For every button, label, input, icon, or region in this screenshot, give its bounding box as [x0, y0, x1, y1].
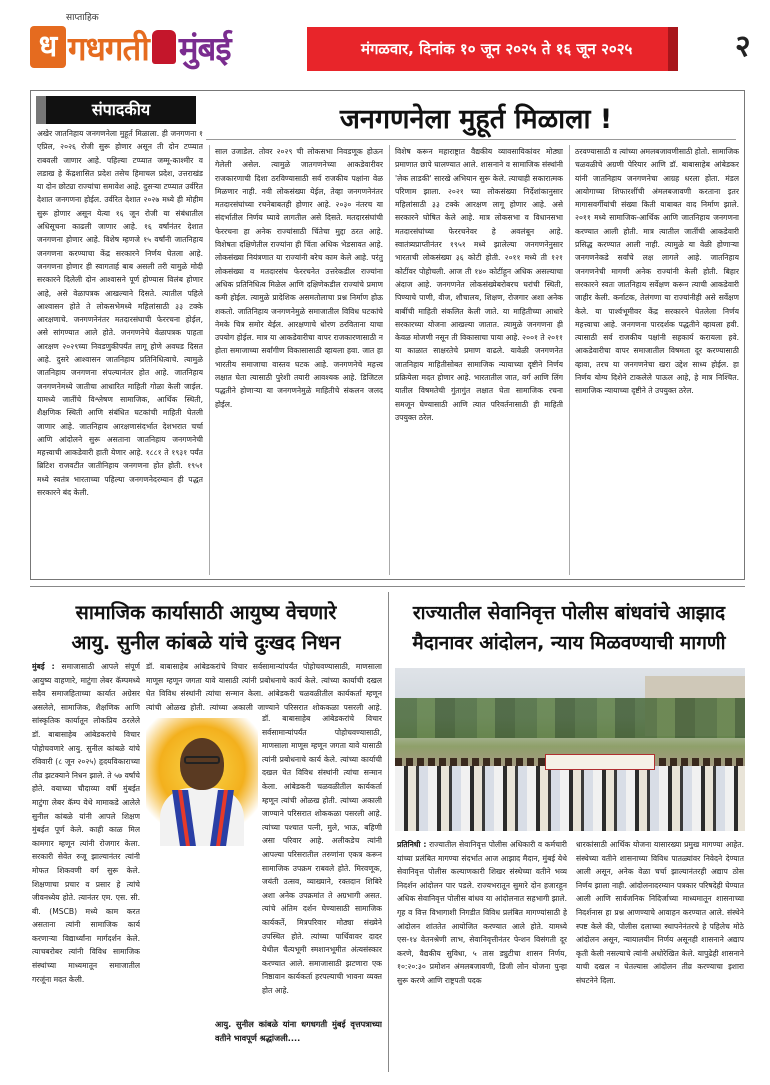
- protest-headline-line-1: राज्यातील सेवानिवृत्त पोलीस बांधवांचे आझाद: [412, 602, 726, 624]
- obituary-headline-line-2: आयु. सुनील कांबळे यांचे दुःखद निधन: [71, 631, 341, 654]
- newspaper-logo: [30, 22, 231, 72]
- obituary-text-2: डॉ. बाबासाहेब आंबेडकरांचे विचार सर्वसामान्यांपर्यंत पोहोचवण्यासाठी, माणसाला माणूस म्हणून जगता यावे यासाठी त्यांनी प्रबोधनाचे कार्य केले. त्यांच्या कार्याची दखल घेत विविध संस्थांनी त्यांचा सन्मान केला. आंबेडकरी चळवळीतील कार्यकर्ता म्हणून त्यांची ओळख होती. त्यांच्या अकाली जाण्याने परिसरात शोककळा पसरली आहे.: [146, 662, 382, 712]
- protest-dateline: प्रतिनिधी :: [397, 840, 427, 849]
- title-rule: [206, 139, 736, 140]
- column-divider: [389, 145, 390, 575]
- obituary-headline-line-1: सामाजिक कार्यासाठी आयुष्य वेचणारे: [75, 601, 337, 624]
- column-divider: [569, 145, 570, 575]
- masthead: [0, 0, 770, 90]
- protest-column-1: [397, 838, 567, 1066]
- editorial-label: संपादकीय: [36, 96, 196, 124]
- obituary-column-2-top: [146, 660, 382, 712]
- section-divider: [30, 586, 745, 587]
- obituary-text-2-continued: डॉ. बाबासाहेब आंबेडकरांचे विचार सर्वसामान्यांपर्यंत पोहोचवण्यासाठी, माणसाला माणूस म्हणून जगता यावे यासाठी त्यांनी प्रबोधनाचे कार्य केले. त्यांच्या कार्याची दखल घेत विविध संस्थांनी त्यांचा सन्मान केला. आंबेडकरी चळवळीतील कार्यकर्ता म्हणून त्यांची ओळख होती. त्यांच्या अकाली जाण्याने परिसरात शोककळा पसरली आहे. त्यांच्या पश्चात पत्नी, मुले, भाऊ, बहिणी असा परिवार आहे. अलीकडेच त्यांनी आपल्या परिसरातील तरुणांना एकत्र करून सामाजिक उपक्रम राबवले होते. मिरवणूक, जयंती उत्सव, व्याख्याने, रक्तदान शिबिरे अशा अनेक उपक्रमांत ते अग्रभागी असत. त्यांचे अंतिम दर्शन घेण्यासाठी सामाजिक कार्यकर्ते, मित्रपरिवार मोठ्या संख्येने उपस्थित होते. त्यांच्या पार्थिवावर दादर येथील चैत्यभूमी स्मशानभूमीत अंत्यसंस्कार करण्यात आले. समाजासाठी झटणारा एक निष्ठावान कार्यकर्ता हरपल्याची भावना व्यक्त होत आहे.: [262, 714, 382, 995]
- obituary-column-1: [32, 660, 140, 1060]
- protest-headline: [393, 598, 745, 658]
- editorial-title: जनगणनेला मुहूर्त मिळाला !: [339, 104, 613, 135]
- sunil-kamble-portrait: [146, 718, 258, 846]
- protest-column-2: धारकांसाठी आर्थिक योजना यासारख्या प्रमुख मागण्या आहेत. संस्थेच्या वतीने शासनाच्या विविध पातळ्यांवर निवेदने देण्यात आली असून, अनेक वेळा चर्चा झाल्यानंतरही अद्याप ठोस निर्णय झाला नाही. आंदोलनादरम्यान पत्रकार परिषदेही घेण्यात आली आणि सार्वजनिक निदिर्जाच्या माध्यमातून शासनाच्या निदर्शनास हा प्रश्न आणण्याचे आवाहन करण्यात आले. संस्थेने स्पष्ट केले की, पोलीस दलाच्या स्थापनेनंतरचे हे पहिलेच मोठे आंदोलन असून, न्यायालयीन निर्णय असूनही शासनाने अद्याप कृती केली नसल्याचे त्यांनी अधोरेखित केले. यापुढेही शासनाने याची दखल न घेतल्यास आंदोलन तीव्र करण्याचा इशारा संघटनेने दिला.: [576, 840, 744, 985]
- editorial-section: [30, 90, 745, 580]
- article-divider: [388, 592, 389, 1072]
- column-divider: [209, 145, 210, 575]
- editorial-column-1: अखेर जातनिहाय जनगणनेला मुहूर्त मिळाला. ही जनगणना १ एप्रिल, २०२६ रोजी सुरू होणार असून ती दोन टप्प्यात राबवली जाणार आहे. पहिल्या टप्प्यात जम्मू-काश्मीर व लडाख हे केंद्रशासित प्रदेश तसेच हिमाचल प्रदेश, उत्तराखंड या दोन छोट्या राज्यांचा समावेश आहे. दुसऱ्या टप्प्यात उर्वरित देशात जनगणना होईल. उर्वरित देशात २०२७ मध्ये ही मोहीम सुरू होणार असून येत्या १६ जून रोजी या संबंधातील अधिसूचना काढली जाणार आहे. १६ वर्षांनंतर देशात जनगणना होणार आहे. विशेष म्हणजे १५ वर्षांनी जातनिहाय जनगणना करण्याचा केंद्र सरकारने निर्णय घेतला आहे. जनगणना होणार ही स्वागतार्ह बाब असली तरी यामुळे मोदी सरकारने दिलेली दोन आश्वासने पूर्ण होण्यास विलंब होणार आहे, असे वेळापत्रक आखल्याने दिसते. त्यातील पहिले आश्वासन होते ते लोकसभेमध्ये महिलांसाठी ३३ टक्के आरक्षणाचे. जनगणनेनंतर मतदारसंघाची फेररचना होईल, असे सांगण्यात आले होते. जनगणनेचे वेळापत्रक पाहता आरक्षण २०२९च्या निवडणुकीपर्यंत लागू होणे अवघड दिसत आहे. दुसरे आश्वासन जातनिहाय प्रतिनिधित्वाचे. त्यामुळे जातनिहाय जनगणना संपल्यानंतर होत आहे. जातनिहाय जनगणनेमध्ये जातीचा आधारित माहिती गोळा केली जाईल. यामध्ये जातींचे विश्लेषण सामाजिक, आर्थिक स्थिती, शैक्षणिक स्थिती आणि संबंधित घटकांची माहिती घेतली जाणार आहे. जातनिहाय आरक्षणासंदर्भात देशभरात चर्चा आणि आंदोलने सुरू असताना जातनिहाय जनगणनेची महत्त्वाची आकडेवारी हाती येणार आहे. १८८१ ते १९३१ पर्यंत ब्रिटिश राजवटीत जातीनिहाय जनगणना होत होती. १९५१ मध्ये स्वतंत्र भारताच्या पहिल्या जनगणनेदरम्यान ही पद्धत सरकारने बंद केली.: [37, 129, 203, 498]
- weekly-label: साप्ताहिक: [66, 13, 99, 23]
- obituary-dateline: मुंबई :: [32, 662, 55, 671]
- logo-text: गधगती: [68, 28, 149, 68]
- editorial-column-3: विशेष करून महाराष्ट्रात वैद्यकीय व्यावसायिकांवर मोठ्या प्रमाणात छापे घालण्यात आले. शासनाने व सामाजिक संस्थांनी 'लेक लाडकी' सारखे अभियान सुरू केले. त्याचाही सकारात्मक परिणाम झाला. २०२१ च्या लोकसंख्या निर्देशांकानुसार महिलांसाठी ३३ टक्के आरक्षण लागू होणार आहे. असे सरकारने घोषित केले आहे. मात्र लोकसभा व विधानसभा मतदारसंघांच्या फेररचनेवर हे अवलंबून आहे. स्वातंत्र्यप्राप्तीनंतर १९५१ मध्ये झालेल्या जनगणनेनुसार भारताची लोकसंख्या ३६ कोटी होती. २०११ मध्ये ती १२१ कोटींवर पोहोचली. आज ती १४० कोटींहून अधिक असल्याचा अंदाज आहे. जनगणनेत लोकसंख्येबरोबरच घरांची स्थिती, पिण्याचे पाणी, वीज, शौचालय, शिक्षण, रोजगार अशा अनेक बाबींची माहिती संकलित केली जाते. या माहितीच्या आधारे सरकारच्या योजना आखल्या जातात. त्यामुळे जनगणना ही केवळ मोजणी नसून ती विकासाचा पाया आहे. २००१ ते २०११ या काळात साक्षरतेचे प्रमाण वाढले. यावेळी जनगणनेत जातनिहाय माहितीसोबत सामाजिक न्यायाच्या दृष्टीने निर्णय प्रक्रियेला मदत होणार आहे. भारतातील जात, वर्ग आणि लिंग यातील विषमतेची गुंतागुंत लक्षात घेता सामाजिक रचना समजून घेण्यासाठी आणि त्यात परिवर्तनासाठी ही माहिती उपयुक्त ठरेल.: [395, 147, 563, 422]
- raised-fist-icon: [152, 30, 176, 64]
- protest-headline-line-2: मैदानावर आंदोलन, न्याय मिळवण्याची मागणी: [412, 632, 726, 654]
- page-number: २: [735, 29, 751, 64]
- obituary-tribute: आयु. सुनील कांबळे यांना धगधगती मुंबई वृत्तपत्राच्या वतीने भावपूर्ण श्रद्धांजली....: [215, 1019, 382, 1043]
- editorial-column-2: साल उजाडेल. तोवर २०२९ ची लोकसभा निवडणूक होऊन गेलेली असेल. त्यामुळे जातगणनेच्या आकडेवारीवर राजकारणाची दिशा ठरविण्यासाठी सर्व राजकीय पक्षांना वेळ मिळणार नाही. नवी लोकसंख्या येईल, तेव्हा जनगणनेनंतर मतदारसंघांच्या रचनेबाबतही होणार आहे. २०३० नंतरच या संदर्भातील निर्णय घ्यावे लागतील असे दिसते. मतदारसंघांची फेररचना हा अनेक राज्यांसाठी चिंतेचा मुद्दा ठरत आहे. विशेषतः दक्षिणेतील राज्यांना ही चिंता अधिक भेडसावत आहे. लोकसंख्या नियंत्रणात या राज्यांनी बरेच काम केले आहे. परंतु लोकसंख्या व मतदारसंघ फेररचनेत उत्तरेकडील राज्यांना अधिक प्रतिनिधित्व मिळेल आणि दक्षिणेकडील राज्यांचे प्रमाण कमी होईल. त्यामुळे प्रादेशिक असमतोलाचा प्रश्न निर्माण होऊ शकतो. जातिनिहाय जनगणनेमुळे समाजातील विविध घटकांचे नेमके चित्र समोर येईल. आरक्षणाचे धोरण ठरविताना याचा उपयोग होईल. मात्र या आकडेवारीचा वापर राजकारणासाठी न होता समाजाच्या सर्वांगीण विकासासाठी व्हायला हवा. जात हा भारतीय समाजाचा वास्तव घटक आहे. जनगणनेचे महत्त्व लक्षात घेता त्यासाठी पुरेशी तयारी आवश्यक आहे. डिजिटल पद्धतीने होणाऱ्या या जनगणनेमुळे माहितीचे संकलन जलद होईल.: [215, 147, 383, 409]
- obituary-headline: [30, 598, 382, 658]
- logo-mark: ध: [30, 26, 66, 68]
- protest-photo: [395, 668, 745, 831]
- issue-date-band: मंगळवार, दिनांक १० जून २०२५ ते १६ जून २०२५: [307, 27, 678, 71]
- obituary-column-2: [262, 712, 382, 1012]
- editorial-column-4: ठरवण्यासाठी व त्यांच्या अमलबजावणीसाठी होतो. सामाजिक चळवळीचे अग्रणी पेरियार आणि डॉ. बाबासाहेब आंबेडकर यांनी जातनिहाय जनगणनेचा आग्रह धरला होता. मंडल आयोगाच्या शिफारशींची अंमलबजावणी करताना इतर मागासवर्गीयांची संख्या किती याबाबत वाद निर्माण झाले. २०११ मध्ये सामाजिक-आर्थिक आणि जातनिहाय जनगणना करण्यात आली होती. मात्र त्यातील जातींची आकडेवारी प्रसिद्ध करण्यात आली नाही. त्यामुळे या वेळी होणाऱ्या जनगणनेकडे सर्वांचे लक्ष लागले आहे. जातनिहाय जनगणनेची मागणी अनेक राज्यांनी केली होती. बिहार सरकारने स्वतः जातनिहाय सर्वेक्षण करून त्याची आकडेवारी जाहीर केली. कर्नाटक, तेलंगणा या राज्यांनीही असे सर्वेक्षण केले. या पार्श्वभूमीवर केंद्र सरकारने घेतलेला निर्णय महत्त्वाचा आहे. जनगणना पारदर्शक पद्धतीने व्हायला हवी. त्यासाठी सर्व राजकीय पक्षांनी सहकार्य करायला हवे. आकडेवारीचा वापर समाजातील विषमता दूर करण्यासाठी व्हावा, तरच या जनगणनेचा खरा उद्देश साध्य होईल. हा निर्णय योग्य दिशेने टाकलेले पाऊल आहे, हे मात्र निश्चित. सामाजिक न्यायाच्या दृष्टीने ते उपयुक्त ठरेल.: [575, 147, 739, 396]
- protest-text-1: राज्यातील सेवानिवृत्त पोलीस अधिकारी व कर्मचारी यांच्या प्रलंबित मागण्या संदर्भात आज आझाद मैदान, मुंबई येथे सेवानिवृत्त पोलीस कल्याणकारी शिखर संस्थेच्या वतीने भव्य निदर्शन आंदोलन पार पडले. राज्यभरातून सुमारे दोन हजारहून अधिक सेवानिवृत्त पोलीस बांधव या आंदोलनात सहभागी झाले. गृह व वित्त विभागाशी निगडीत विविध प्रलंबित मागण्यांसाठी हे आंदोलन शांततेत आयोजित करण्यात आले होते. यामध्ये एस-१४ वेतनश्रेणी लाभ, सेवानिवृत्तीनंतर पेन्शन विसंगती दूर करणे, वैद्यकीय सुविधा, ५ तास ड्युटीचा शासन निर्णय, १०:२०:३० प्रमोशन अंमलबजावणी, डिजी लोन योजना पुन्हा सुरू करणे आणि राष्ट्रपती पदक: [397, 840, 567, 985]
- obituary-text-1: समाजासाठी आपले संपूर्ण आयुष्य वाहणारे, माटुंगा लेबर कॅम्पमध्ये सदैव समाजहिताच्या कार्यात अग्रेसर असलेले, सामाजिक, शैक्षणिक आणि सांस्कृतिक कार्यातून लोकप्रिय ठरलेले डॉ. बाबासाहेब आंबेडकरांचे विचार पोहोचवणारे आयु. सुनील कांबळे यांचे रविवारी (८ जून २०२५) हृदयविकाराच्या तीव्र झटक्याने निधन झाले. ते ५७ वर्षांचे होते. वयाच्या चौदाव्या वर्षी मुंबईत माटुंगा लेबर कॅम्प येथे मामाकडे आलेले सुनील कांबळे यांनी आपले शिक्षण मुंबईत पूर्ण केले. काही काळ मिल कामगार म्हणून त्यांनी रोजगार केला. सरकारी सेवेत रुजू झाल्यानंतर त्यांनी मोफत शिकवणी वर्ग सुरू केले. शिक्षणाचा प्रचार व प्रसार हे त्यांचे जीवनध्येय होते. त्यानंतर एम. एस. सी. बी. (MSCB) मध्ये काम करत असताना त्यांनी सामाजिक कार्य करणाऱ्या विद्यार्थ्यांना मार्गदर्शन केले. त्याचबरोबर त्यांनी विविध सामाजिक संस्थांच्या माध्यमातून समाजातील गरजूंना मदत केली.: [32, 662, 140, 984]
- logo-city: मुंबई: [178, 28, 231, 68]
